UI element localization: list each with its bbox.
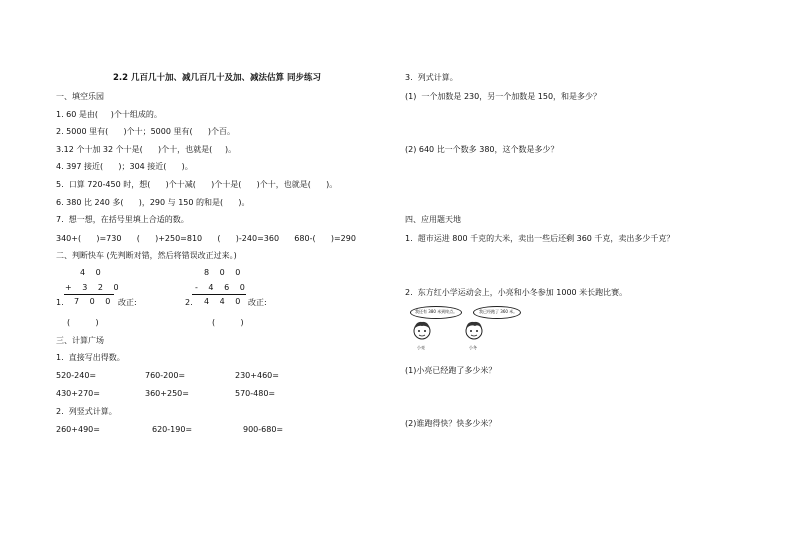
section-application-title: 四、应用题天地: [405, 215, 461, 224]
calc-2-item: 900-680=: [243, 425, 284, 434]
boy-face-icon: [410, 318, 434, 342]
vertical-calc-2-line: [192, 294, 246, 295]
application-2: 2. 东方红小学运动会上，小亮和小冬参加 1000 米长跑比赛。: [405, 288, 628, 297]
vertical-calc-2-fix-label: 改正:: [248, 298, 267, 307]
application-1: 1. 超市运进 800 千克的大米，卖出一些后还剩 360 千克，卖出多少千克？: [405, 234, 675, 243]
vertical-calc-2-number: 2.: [185, 298, 193, 307]
page-title: 2.2 几百几十加、减几百几十及加、减法估算 同步练习: [113, 73, 321, 83]
calc-1-title: 1. 直接写出得数。: [56, 353, 125, 362]
section-list-calc-title: 3. 列式计算。: [405, 73, 458, 82]
question-5: 5. 口算 720-450 时，想( )个十减( )个十是( )个十，也就是( )。: [56, 180, 338, 189]
vertical-calc-2-row2: - 4 6 0: [195, 283, 249, 292]
question-7: 7. 想一想，在括号里填上合适的数。: [56, 215, 189, 224]
calc-1-item: 360+250=: [145, 389, 189, 398]
section-fill-blanks-title: 一、填空乐园: [56, 92, 104, 101]
question-2: 2. 5000 里有( )个十；5000 里有( )个百。: [56, 127, 235, 136]
calc-1-item: 430+270=: [56, 389, 100, 398]
speech-bubble-xiaoliang-text: 我还有 380 米到终点。: [415, 309, 458, 314]
speech-bubble-xiaodong-text: 我已经跑了 360 米。: [479, 309, 518, 314]
question-4: 4. 397 接近( )；304 接近( )。: [56, 162, 193, 171]
calc-1-item: 520-240=: [56, 371, 97, 380]
application-2-question-2: (2)谁跑得快？快多少米？: [405, 419, 497, 428]
section-judge-title: 二、判断快车 (先判断对错，然后将错误改正过来。): [56, 251, 237, 260]
list-calc-1: (1) 一个加数是 230，另一个加数是 150，和是多少？: [405, 92, 602, 101]
vertical-calc-2-result: 4 4 0: [204, 297, 245, 306]
question-6: 6. 380 比 240 多( )，290 与 150 的和是( )。: [56, 198, 250, 207]
calc-1-item: 230+460=: [235, 371, 279, 380]
section-calc-title: 三、计算广场: [56, 336, 104, 345]
vertical-calc-1-number: 1.: [56, 298, 64, 307]
name-xiaoliang: 小亮: [417, 345, 425, 350]
calc-2-item: 620-190=: [152, 425, 193, 434]
vertical-calc-1-line: [64, 294, 114, 295]
calc-1-item: 570-480=: [235, 389, 276, 398]
calc-1-item: 760-200=: [145, 371, 186, 380]
vertical-calc-1-result: 7 0 0: [74, 297, 115, 306]
boy-face-icon: [462, 318, 486, 342]
question-7-equations: 340+( )=730 ( )+250=810 ( )-240=360 680-( )=290: [56, 234, 356, 243]
question-1: 1. 60 是由( )个十组成的。: [56, 110, 162, 119]
name-xiaodong: 小冬: [469, 345, 477, 350]
vertical-calc-2-answer-paren: ( ): [212, 318, 244, 327]
application-2-question-1: (1)小亮已经跑了多少米？: [405, 366, 497, 375]
calc-2-item: 260+490=: [56, 425, 100, 434]
vertical-calc-1-row2: + 3 2 0: [65, 283, 123, 292]
vertical-calc-2-row1: 8 0 0: [204, 268, 245, 277]
vertical-calc-1-fix-label: 改正:: [118, 298, 137, 307]
list-calc-2: (2) 640 比一个数多 380，这个数是多少？: [405, 145, 559, 154]
question-3: 3.12 个十加 32 个十是( )个十，也就是( )。: [56, 145, 237, 154]
vertical-calc-1-answer-paren: ( ): [67, 318, 99, 327]
calc-2-title: 2. 列竖式计算。: [56, 407, 117, 416]
vertical-calc-1-row1: 4 0: [80, 268, 105, 277]
